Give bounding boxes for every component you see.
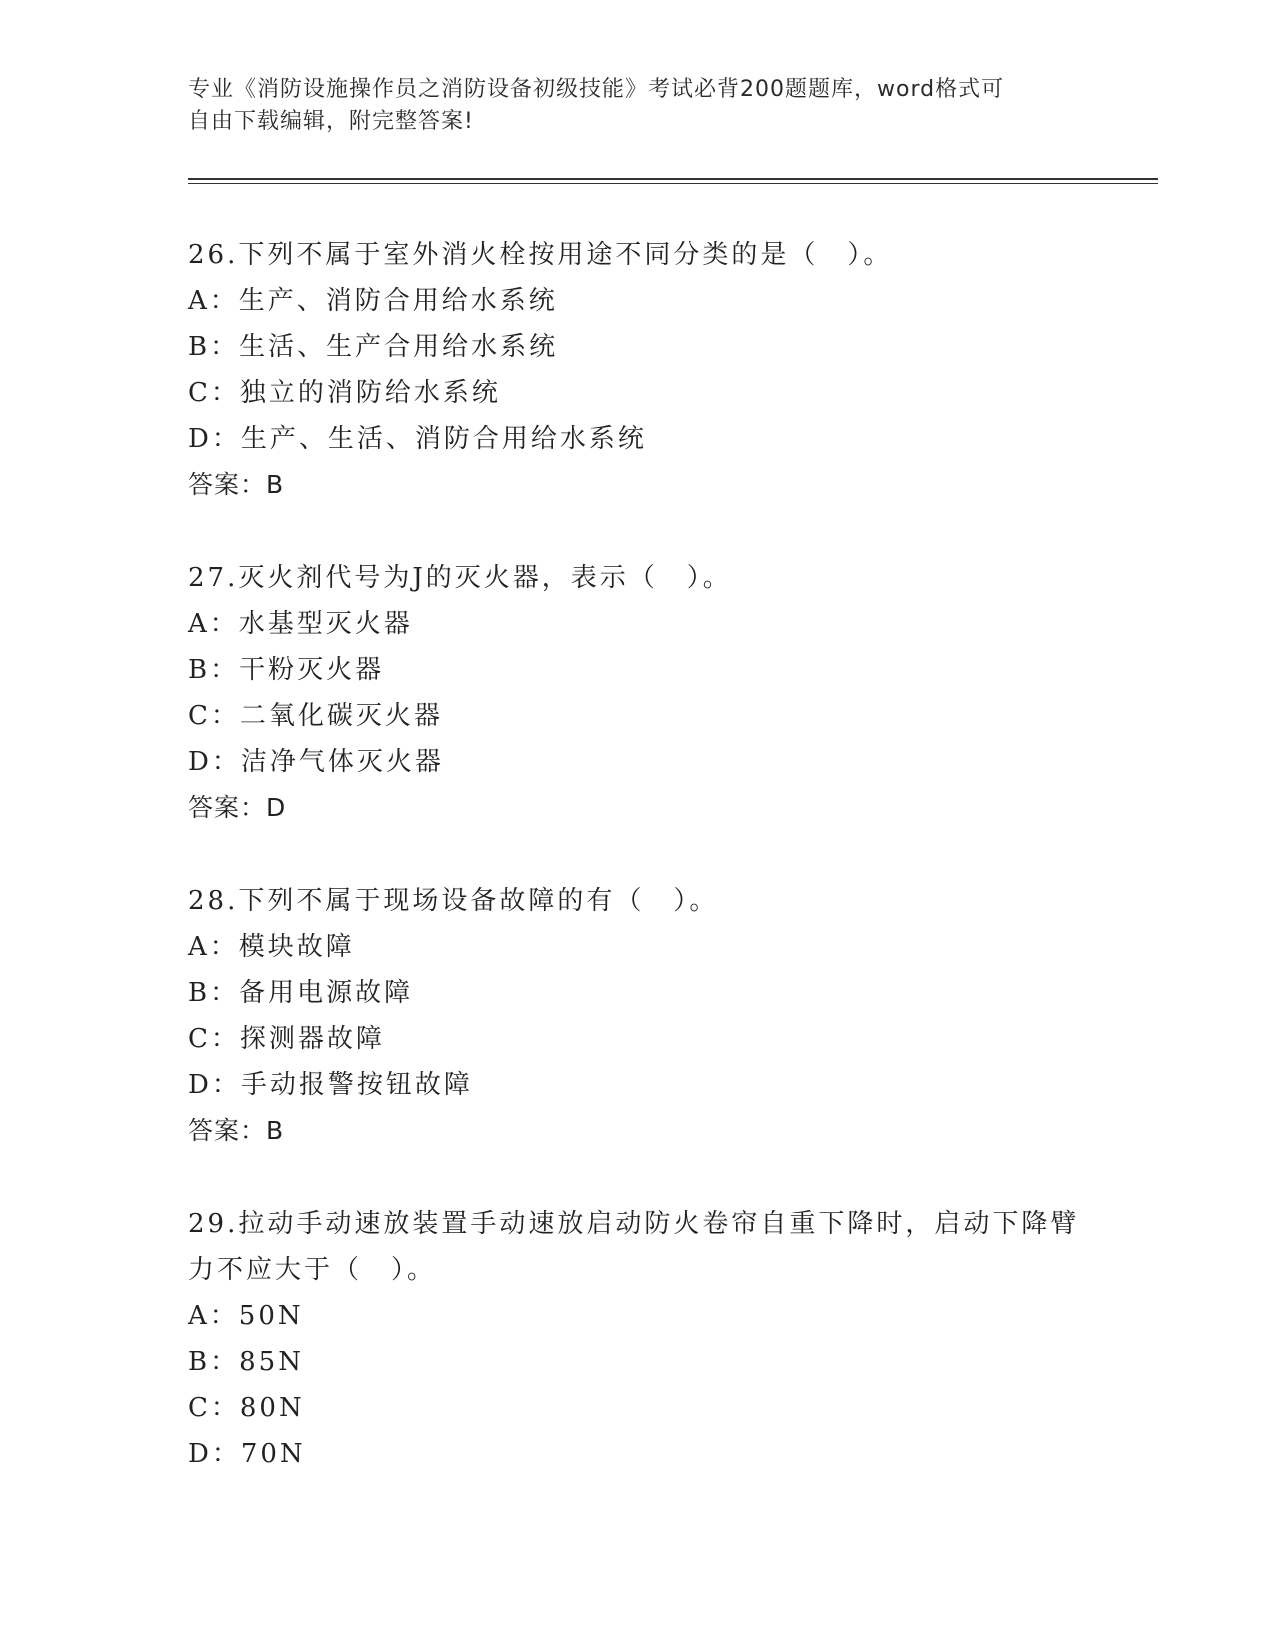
question-27	[188, 555, 1088, 831]
question-list	[188, 232, 1088, 1524]
option-b: B：干粉灭火器	[188, 655, 385, 685]
option-c: C：80N	[188, 1393, 305, 1423]
header-divider-thick	[188, 178, 1158, 180]
answer-line: 答案：D	[188, 793, 287, 822]
answer-line: 答案：B	[188, 470, 285, 499]
option-c: C：探测器故障	[188, 1024, 385, 1054]
option-b: B：生活、生产合用给水系统	[188, 332, 559, 362]
question-title-line-1: 29.拉动手动速放装置手动速放启动防火卷帘自重下降时，启动下降臂	[188, 1209, 1080, 1239]
option-b: B：85N	[188, 1347, 304, 1377]
option-d: D：70N	[188, 1439, 306, 1469]
question-title-line-2: 力不应大于（ ）。	[188, 1255, 437, 1285]
question-26	[188, 232, 1088, 508]
option-b: B：备用电源故障	[188, 978, 414, 1008]
question-28	[188, 878, 1088, 1154]
option-d: D：洁净气体灭火器	[188, 747, 444, 777]
question-29	[188, 1201, 1088, 1477]
header-line-1: 专业《消防设施操作员之消防设备初级技能》考试必背200题题库，word格式可	[188, 77, 1005, 102]
option-a: A：生产、消防合用给水系统	[188, 286, 558, 316]
option-a: A：水基型灭火器	[188, 609, 413, 639]
option-a: A：50N	[188, 1301, 304, 1331]
question-title: 27.灭火剂代号为J的灭火器，表示（ ）。	[188, 563, 732, 593]
option-c: C：二氧化碳灭火器	[188, 701, 443, 731]
option-c: C：独立的消防给水系统	[188, 378, 501, 408]
question-title: 28.下列不属于现场设备故障的有（ ）。	[188, 886, 719, 916]
answer-line: 答案：B	[188, 1116, 285, 1145]
header-line-2: 自由下载编辑，附完整答案!	[188, 109, 474, 134]
option-d: D：生产、生活、消防合用给水系统	[188, 424, 647, 454]
document-header	[188, 74, 1068, 138]
question-title: 26.下列不属于室外消火栓按用途不同分类的是（ ）。	[188, 240, 893, 270]
option-a: A：模块故障	[188, 932, 355, 962]
header-divider-thin	[188, 183, 1158, 184]
option-d: D：手动报警按钮故障	[188, 1070, 473, 1100]
